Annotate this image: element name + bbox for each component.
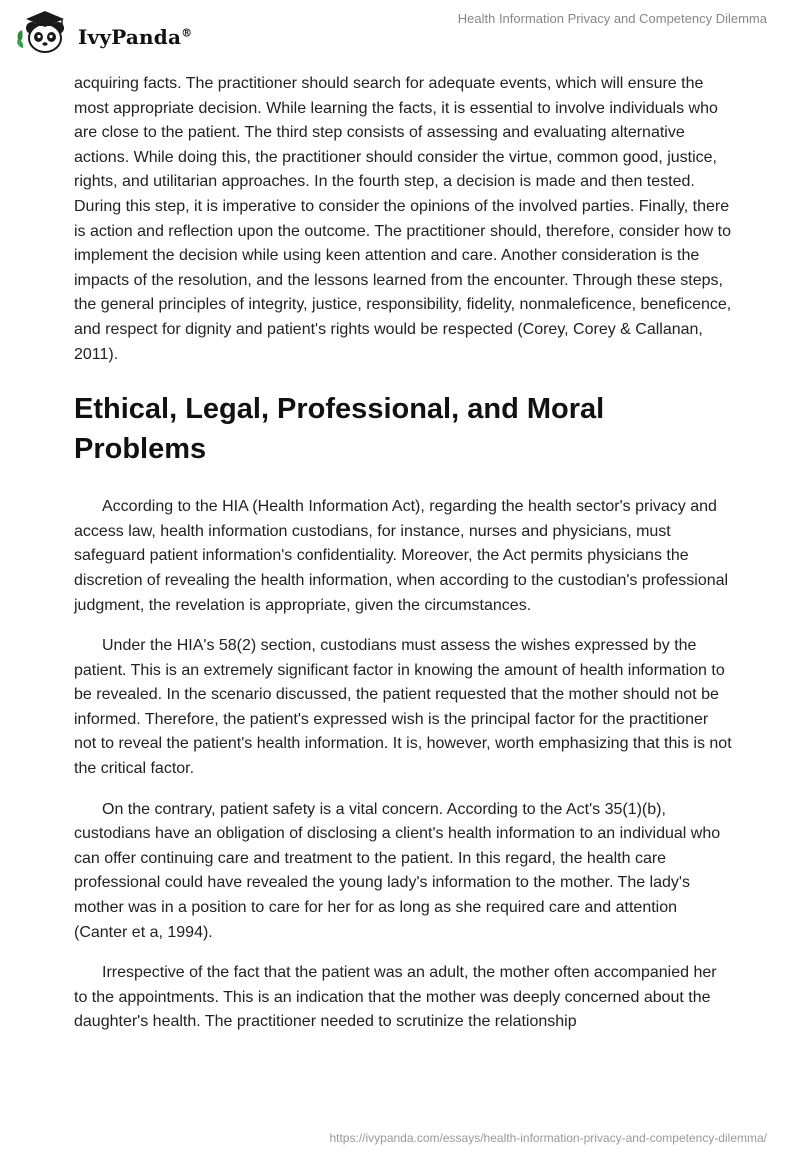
ivypanda-logo[interactable] xyxy=(14,8,234,60)
panda-graduation-icon xyxy=(14,8,74,60)
section-heading: Ethical, Legal, Professional, and Moral Problems xyxy=(74,393,605,466)
article-body xyxy=(74,72,734,1051)
source-url[interactable]: https://ivypanda.com/essays/health-information-privacy-and-competency-dilemma/ xyxy=(329,1131,767,1145)
intro-paragraph: acquiring facts. The practitioner should search for adequate events, which will ensure the most appropriate decision. While learning the facts, it is essential to involve individuals who are close to the patient. The third step consists of assessing and evaluating alternative actions. While doing this, the practitioner should consider the virtue, common good, justice, rights, and utilitarian approaches. In the fourth step, a decision is made and then tested. During this step, it is imperative to consider the opinions of the involved parties. Finally, there is action and reflection upon the outcome. The practitioner should, therefore, consider how to implement the decision while using keen attention and care. Another consideration is the impacts of the resolution, and the lessons learned from the encounter. Through these steps, the general principles of integrity, justice, responsibility, fidelity, nonmaleficence, beneficence, and respect for dignity and patient's rights would be respected (Corey, Corey & Callanan, 2011). xyxy=(74,75,732,363)
body-paragraph: Under the HIA's 58(2) section, custodians must assess the wishes expressed by the patient. This is an extremely significant factor in knowing the amount of health information to be revealed. In the scenario discussed, the patient requested that the mother should not be informed. Therefore, the patient's expressed wish is the principal factor for the practitioner not to reveal the patient's health information. It is, however, worth emphasizing that this is not the critical factor. xyxy=(74,637,732,778)
body-paragraph: Irrespective of the fact that the patient was an adult, the mother often accompanied her to the appointments. This is an indication that the mother was deeply concerned about the daughter's health. The practitioner needed to scrutinize the relationship xyxy=(74,964,717,1031)
page-header xyxy=(0,0,800,70)
logo-text: IvyPanda® xyxy=(78,25,193,49)
body-paragraph: According to the HIA (Health Information Act), regarding the health sector's privacy and access law, health information custodians, for instance, nurses and physicians, must safeguard patient information's confidentiality. Moreover, the Act permits physicians the discretion of revealing the health information, when according to the custodian's professional judgment, the revelation is appropriate, given the circumstances. xyxy=(74,498,729,614)
document-title: Health Information Privacy and Competency Dilemma xyxy=(457,11,767,26)
body-paragraph: On the contrary, patient safety is a vital concern. According to the Act's 35(1)(b), custodians have an obligation of disclosing a client's health information to an individual who can offer continuing care and treatment to the patient. In this regard, the health care professional could have revealed the young lady's information to the mother. The lady's mother was in a position to care for her for as long as she required care and attention (Canter et a, 1994). xyxy=(74,800,721,941)
